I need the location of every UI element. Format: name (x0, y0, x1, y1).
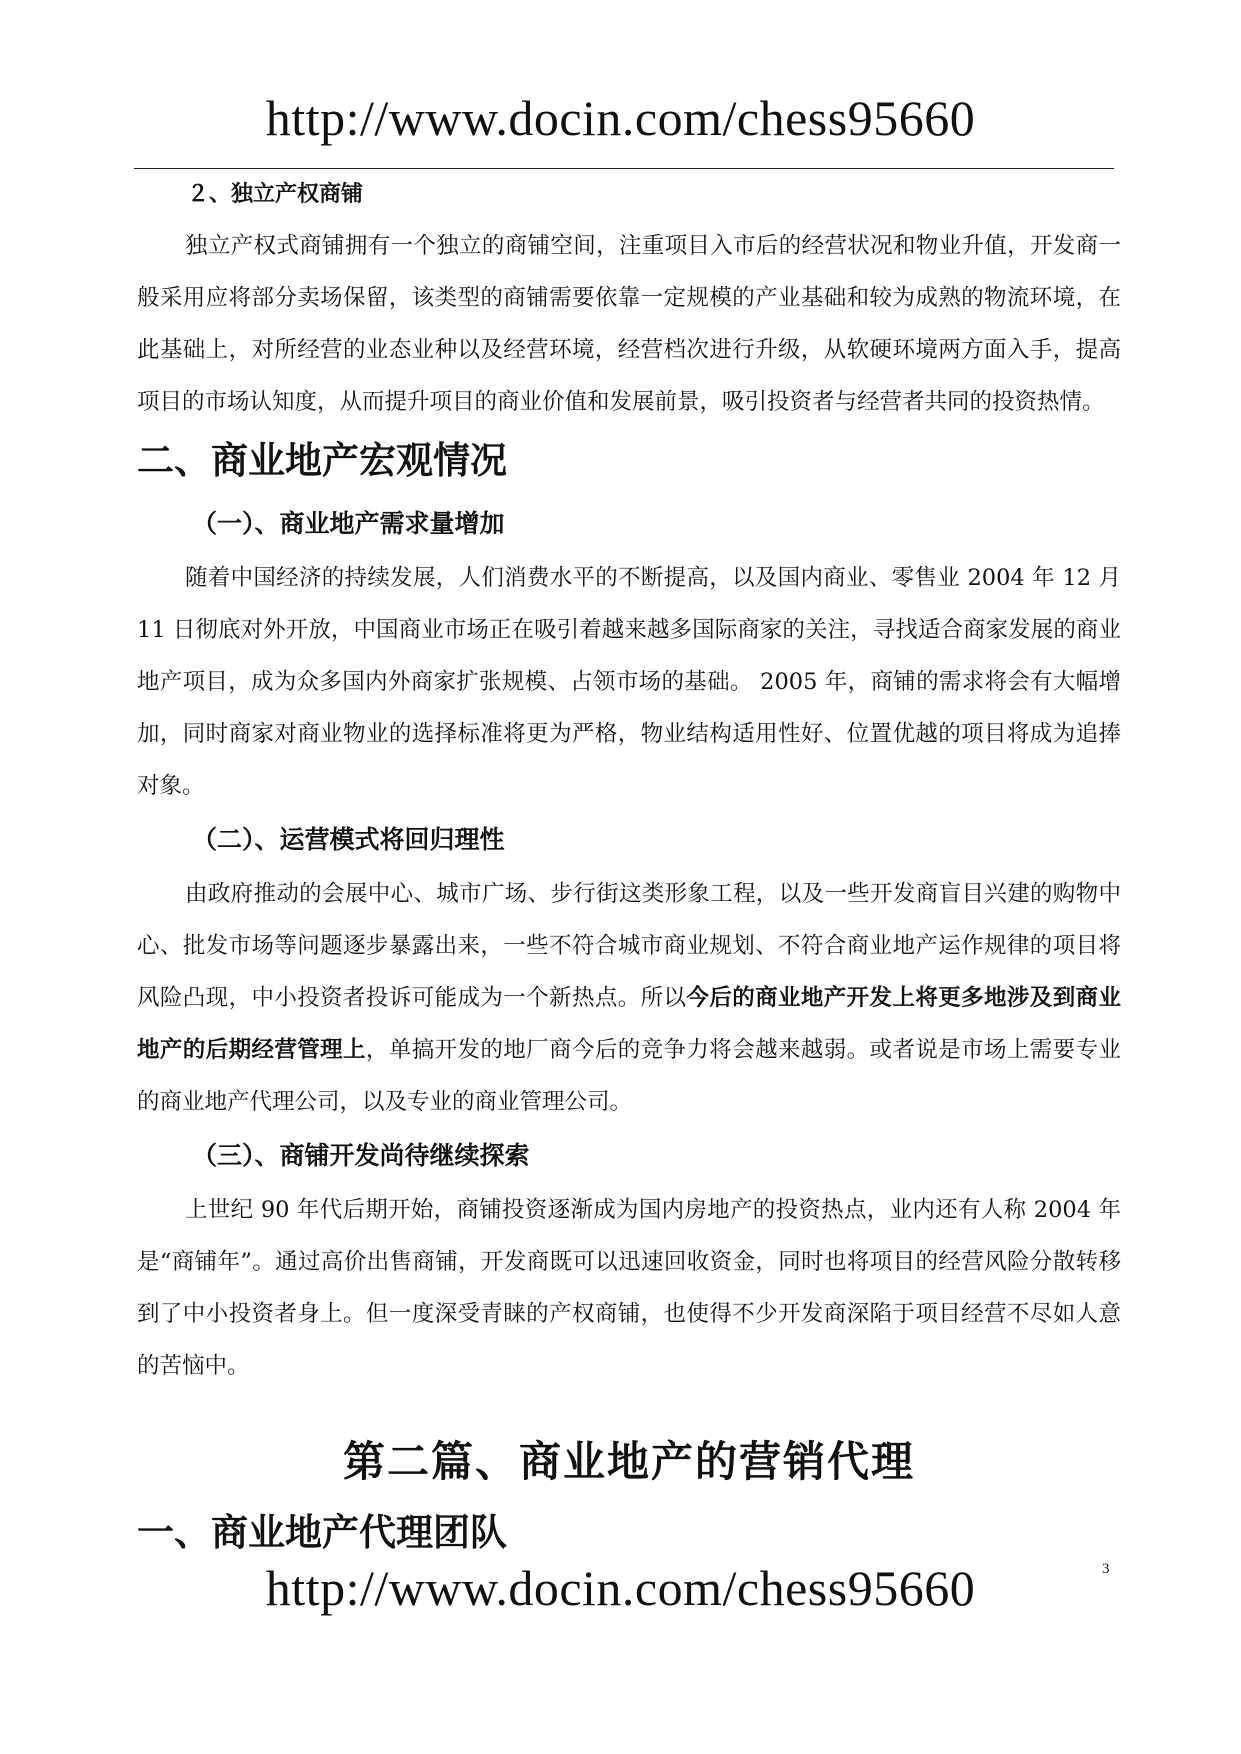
paragraph-operation-mode-end: ，单搞开发的地厂商今后的竞争力将会越来越弱。或者说是市场上需要专业的商业地产代理公司，以及专业的商业管理公司。 (137, 1037, 1121, 1115)
footer-url: http://www.docin.com/chess95660 (265, 1560, 976, 1616)
paragraph-demand-increase: 随着中国经济的持续发展，人们消费水平的不断提高，以及国内商业、零售业 2004 年 12 月 11 日彻底对外开放，中国商业市场正在吸引着越来越多国际商家的关注，寻找适合商家发展的商业地产项目，成为众多国内外商家扩张规模、占领市场的基础。 2005 年，商铺的需求将会有大幅增加，同时商家对商业物业的选择标准将更为严格，物业结构适用性好、位置优越的项目将成为追捧对象。 (137, 565, 1121, 799)
page-number: 3 (1102, 1561, 1110, 1577)
subsection-heading-operation-mode: （二）、运营模式将回归理性 (192, 825, 505, 854)
section-heading-agency-team: 一、商业地产代理团队 (137, 1511, 507, 1554)
paragraph-operation-mode-emphasis: 今后的商业地产开发上将更多地涉及到商业地产的后期经营管理上 (137, 985, 1121, 1063)
section-heading-macro-situation: 二、商业地产宏观情况 (137, 439, 507, 482)
subsection-heading-shop-development: （三）、商铺开发尚待继续探索 (192, 1141, 530, 1170)
paragraph-independent-property: 独立产权式商铺拥有一个独立的商铺空间，注重项目入市后的经营状况和物业升值，开发商一般采用应将部分卖场保留，该类型的商铺需要依靠一定规模的产业基础和较为成熟的物流环境，在此基础上，对所经营的业态业种以及经营环境，经营档次进行升级，从软硬环境两方面入手，提高项目的市场认知度，从而提升项目的商业价值和发展前景，吸引投资者与经营者共同的投资热情。 (137, 233, 1121, 415)
paragraph-operation-mode (137, 868, 1121, 1128)
sub-heading-independent-property-shops: ２、独立产权商铺 (187, 182, 364, 207)
document-body (137, 178, 1121, 1564)
paragraph-operation-mode-start: 由政府推动的会展中心、城市广场、步行街这类形象工程，以及一些开发商盲目兴建的购物中心、批发市场等问题逐步暴露出来，一些不符合城市商业规划、不符合商业地产运作规律的项目将风险凸现，中小投资者投诉可能成为一个新热点。所以 (137, 881, 1121, 1011)
part-title-marketing-agency: 第二篇、商业地产的营销代理 (342, 1437, 915, 1486)
subsection-heading-demand-increase: （一）、商业地产需求量增加 (192, 509, 505, 538)
paragraph-shop-development: 上世纪 90 年代后期开始，商铺投资逐渐成为国内房地产的投资热点，业内还有人称 2004 年是“商铺年”。通过高价出售商铺，开发商既可以迅速回收资金，同时也将项目的经营风险分散转移到了中小投资者身上。但一度深受青睐的产权商铺，也使得不少开发商深陷于项目经营不尽如人意的苦恼中。 (137, 1197, 1121, 1379)
header-url: http://www.docin.com/chess95660 (265, 90, 976, 146)
header-divider (134, 168, 1114, 169)
